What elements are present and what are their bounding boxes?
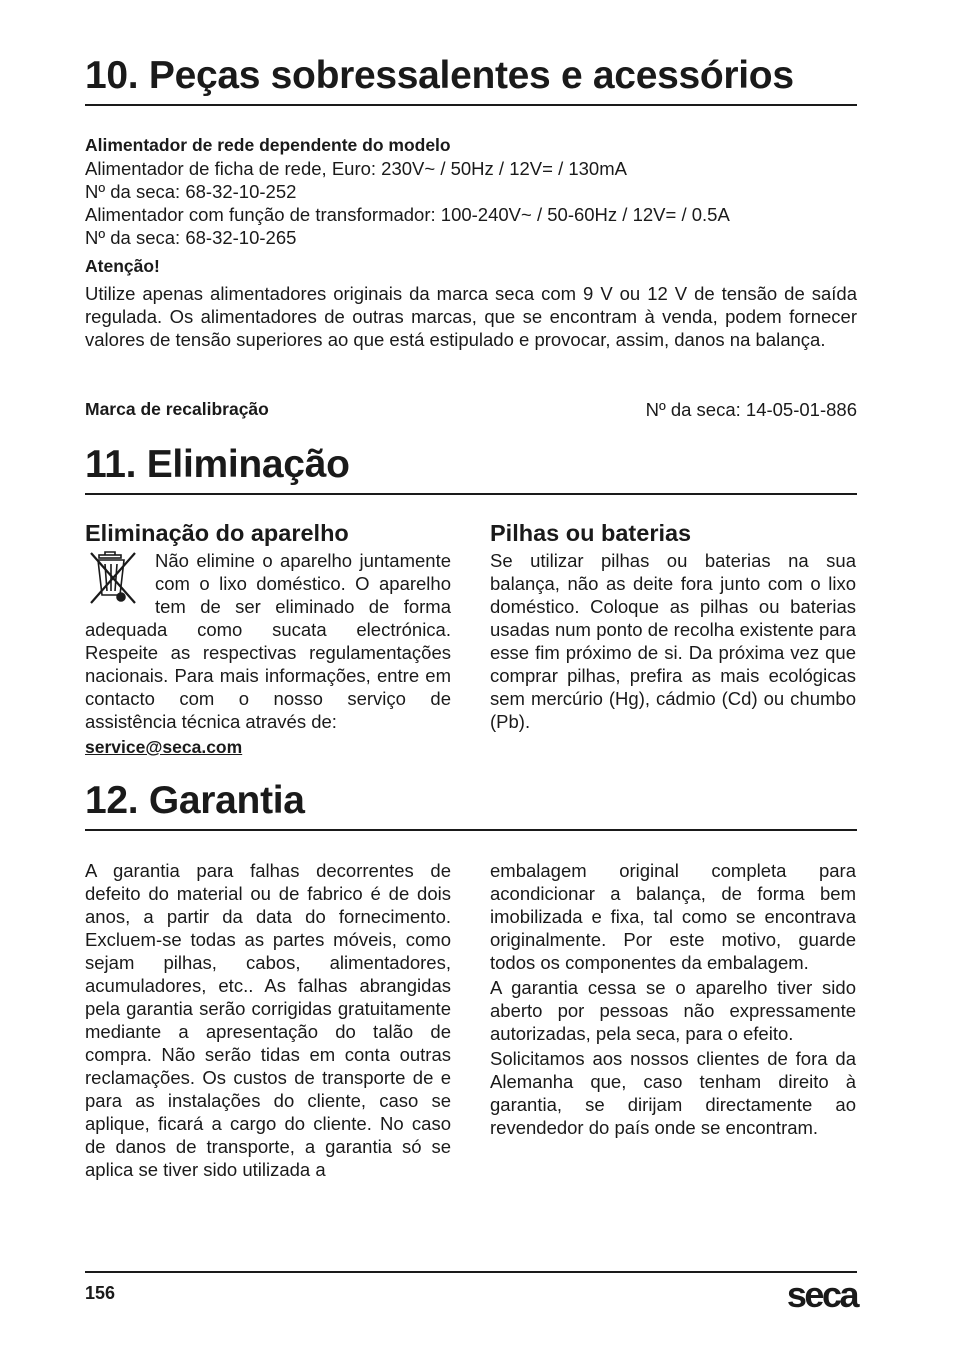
warranty-left-text: A garantia para falhas decorrentes de defeito do material ou de fabrico é de dois anos, a partir da data do fornecimento. Excluem-se todas as partes móveis, como sejam pilhas, cabos, alimentadores, acumuladores, etc.. As falhas abrangidas pela garantia serão corrigidas gratuitamente mediante a apresentação do talão de compra. Não serão tidas em conta outras reclamações. Os custos de transporte de e para as instalações do cliente, caso se aplique, ficará a cargo do cliente. No caso de danos de transporte, a garantia só se aplica se tiver sido utilizada a bbox=[85, 860, 451, 1180]
warranty-paragraph-3: Solicitamos aos nossos clientes de fora da Alemanha que, caso tenham direito à garantia, se dirijam directamente ao revendedor do país onde se encontram. bbox=[490, 1048, 856, 1138]
device-disposal-heading: Eliminação do aparelho bbox=[85, 520, 349, 546]
attention-text: Utilize apenas alimentadores originais da marca seca com 9 V ou 12 V de tensão de saída regulada. Os alimentadores de outras marcas, que se encontram à venda, podem fornecer valores de tensão superiores ao que está estipulado e provocar, assim, danos na balança. bbox=[85, 283, 857, 350]
recalibration-label: Marca de recalibração bbox=[85, 399, 269, 419]
page-footer bbox=[85, 1271, 857, 1315]
recalibration-row bbox=[85, 398, 857, 421]
warranty-right-column bbox=[490, 859, 856, 1141]
battery-disposal-text: Se utilizar pilhas ou baterias na sua balança, não as deite fora junto com o lixo doméstico. Coloque as pilhas ou baterias usadas num ponto de recolha existente para esse fim próximo de si. Da próxima vez que comprar pilhas, prefira as mais ecológicas sem mercúrio (Hg), cádmio (Cd) ou chumbo (Pb). bbox=[490, 550, 856, 732]
psu-line-3: Alimentador com função de transformador: 100-240V~ / 50-60Hz / 12V= / 0.5A bbox=[85, 204, 730, 225]
warranty-left-column bbox=[85, 859, 451, 1181]
device-disposal-column bbox=[85, 522, 451, 759]
psu-line-1: Alimentador de ficha de rede, Euro: 230V~ / 50Hz / 12V= / 130mA bbox=[85, 158, 627, 179]
psu-line-2: Nº da seca: 68-32-10-252 bbox=[85, 181, 297, 202]
battery-disposal-heading: Pilhas ou baterias bbox=[490, 520, 692, 546]
section-11-title: 11. Eliminação bbox=[85, 443, 857, 495]
battery-disposal-column bbox=[490, 522, 856, 733]
attention-heading: Atenção! bbox=[85, 256, 160, 276]
seca-logo: seca bbox=[786, 1274, 857, 1315]
page-number: 156 bbox=[85, 1283, 116, 1303]
warranty-paragraph-1: embalagem original completa para acondicionar a balança, de forma bem imobilizada e fixa, tal como se encontrava originalmente. Por este motivo, guarde todos os componentes da embalagem. bbox=[490, 860, 856, 973]
section-10-body bbox=[85, 134, 857, 351]
warranty-paragraph-2: A garantia cessa se o aparelho tiver sido aberto por pessoas não expressamente autorizadas, pela seca, para o efeito. bbox=[490, 977, 856, 1044]
psu-heading: Alimentador de rede dependente do modelo bbox=[85, 135, 451, 155]
psu-line-4: Nº da seca: 68-32-10-265 bbox=[85, 227, 297, 248]
section-12-title: 12. Garantia bbox=[85, 779, 857, 831]
recalibration-number: Nº da seca: 14-05-01-886 bbox=[645, 399, 857, 420]
section-10-title: 10. Peças sobressalentes e acessórios bbox=[85, 54, 857, 106]
service-email-link[interactable]: service@seca.com bbox=[85, 737, 243, 757]
device-disposal-text: Não elimine o aparelho juntamente com o lixo doméstico. O aparelho tem de ser eliminado de forma adequada como sucata electrónica. Respeite as respectivas regulamentações nacionais. Para mais informações, entre em contacto com o nosso serviço de assistência técnica através de: bbox=[85, 550, 451, 732]
crossed-out-wheelie-bin-icon bbox=[85, 549, 141, 607]
